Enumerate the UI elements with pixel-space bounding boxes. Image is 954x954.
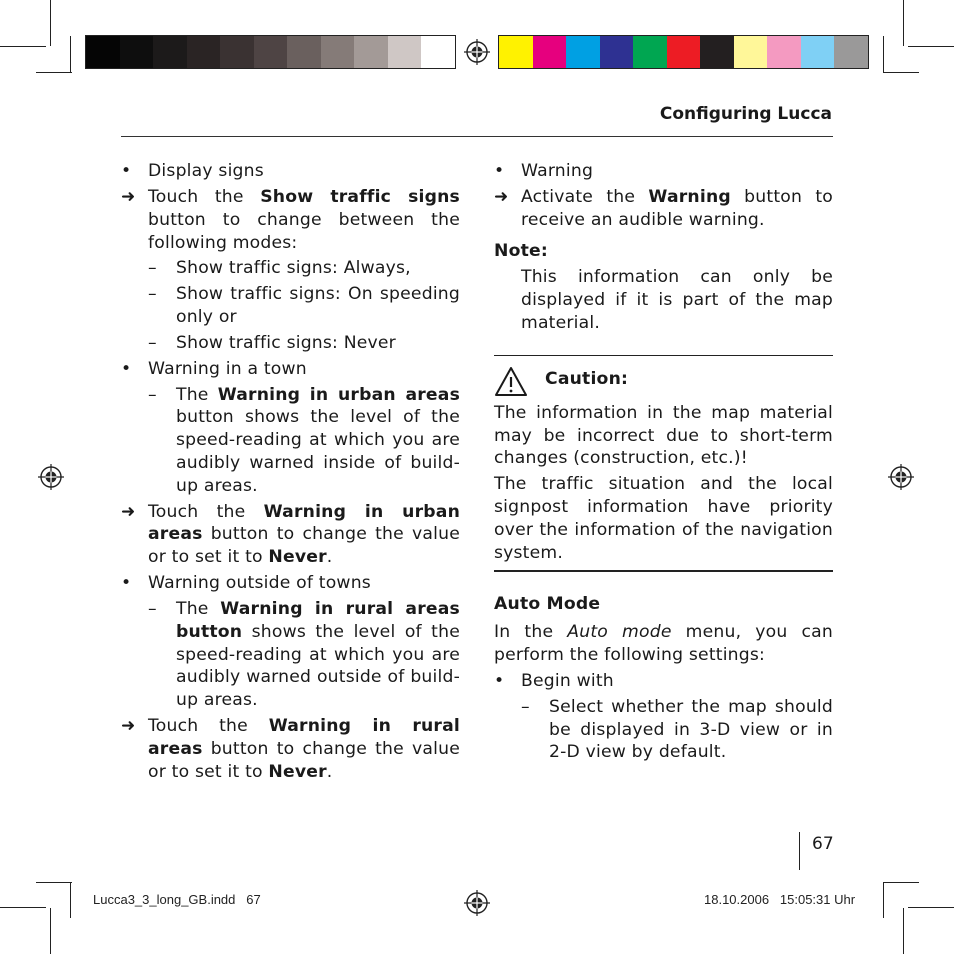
crop-mark xyxy=(36,72,72,73)
page-number-rule xyxy=(799,832,800,870)
dash-item: – Show traffic signs: Never xyxy=(148,332,396,353)
page-number: 67 xyxy=(812,834,834,854)
gray-swatch xyxy=(354,36,388,68)
color-swatch xyxy=(633,36,667,68)
dash-item: – Show traffic signs: On speeding only or xyxy=(148,284,460,327)
crop-mark xyxy=(50,908,51,954)
note-heading: Note: xyxy=(494,240,548,261)
header-rule xyxy=(121,136,833,137)
crop-mark xyxy=(903,908,904,954)
dash-item: – The Warning in urban areas button shows the level of the speed-reading at which you are audibly warned inside of build-up areas. xyxy=(148,384,460,496)
gray-swatch xyxy=(287,36,321,68)
registration-mark-icon xyxy=(464,890,490,916)
color-swatch xyxy=(801,36,835,68)
bullet-icon xyxy=(494,160,504,183)
gray-swatch xyxy=(321,36,355,68)
caution-bottom-rule xyxy=(494,570,833,572)
slug-date-info: 18.10.2006 15:05:31 Uhr xyxy=(704,892,856,907)
arrow-right-icon: ➜ xyxy=(121,715,136,736)
gray-swatch xyxy=(254,36,288,68)
crop-mark xyxy=(883,36,884,72)
section-heading: Auto Mode xyxy=(494,594,601,615)
bullet-text: Warning in a town xyxy=(148,358,307,379)
warning-triangle-icon xyxy=(494,366,528,397)
gray-swatch xyxy=(388,36,422,68)
bullet-item xyxy=(121,572,460,598)
color-swatch xyxy=(566,36,600,68)
left-column xyxy=(121,160,460,783)
caution-paragraph: The traffic situation and the local signpost information have priority over the information of the navigation system. xyxy=(494,474,833,563)
section-intro: In the Auto mode menu, you can perform the following settings: xyxy=(494,622,834,665)
bullet-text: Begin with xyxy=(521,670,614,691)
bullet-text: Warning outside of towns xyxy=(148,572,371,593)
action-item: ➜ Touch the Warning in rural areas button to change the value or to set it to Never. xyxy=(121,715,460,782)
dash-item: – Select whether the map should be displayed in 3-D view or in 2-D view by default. xyxy=(521,696,833,763)
crop-mark xyxy=(883,882,884,918)
caution-heading: Caution: xyxy=(545,368,629,389)
action-item: ➜ Touch the Show traffic signs button to change between the following modes: xyxy=(121,187,460,253)
gray-swatch xyxy=(153,36,187,68)
arrow-right-icon: ➜ xyxy=(121,187,136,207)
gray-swatch xyxy=(220,36,254,68)
gray-swatch xyxy=(187,36,221,68)
page-header-title: Configuring Lucca xyxy=(659,104,832,124)
color-swatch xyxy=(734,36,768,68)
arrow-right-icon: ➜ xyxy=(121,501,136,522)
bullet-icon xyxy=(494,670,504,693)
action-item: ➜ Touch the Warning in urban areas button to change the value or to set it to Never. xyxy=(121,501,461,568)
bullet-text: Display signs xyxy=(148,161,264,181)
caution-paragraph: The information in the map material may be incorrect due to short-term changes (construction, etc.)! xyxy=(494,402,833,469)
crop-mark xyxy=(50,0,51,46)
color-swatch xyxy=(767,36,801,68)
right-column xyxy=(494,160,833,764)
color-swatch xyxy=(667,36,701,68)
crop-mark xyxy=(70,36,71,72)
bullet-icon xyxy=(121,358,131,381)
bullet-item xyxy=(494,670,833,696)
bullet-item xyxy=(121,358,460,384)
crop-mark xyxy=(908,907,954,908)
crop-mark xyxy=(883,882,919,883)
color-swatch xyxy=(700,36,734,68)
gray-swatch xyxy=(421,36,455,68)
crop-mark xyxy=(0,907,46,908)
arrow-right-icon: ➜ xyxy=(494,187,509,207)
crop-mark xyxy=(883,72,919,73)
dash-item: – The Warning in rural areas button shows the level of the speed-reading at which you are audibly warned outside of build-up areas. xyxy=(148,598,460,711)
gray-swatch xyxy=(120,36,154,68)
dash-item: – Show traffic signs: Always, xyxy=(148,258,411,279)
action-item: ➜ Activate the Warning button to receive an audible warning. xyxy=(494,187,834,230)
registration-mark-icon xyxy=(38,464,64,490)
bullet-icon xyxy=(121,572,131,595)
crop-mark xyxy=(908,46,954,47)
color-swatch xyxy=(499,36,533,68)
color-swatch xyxy=(834,36,868,68)
crop-mark xyxy=(70,882,71,918)
bullet-icon xyxy=(121,160,131,183)
crop-mark xyxy=(0,46,46,47)
crop-mark xyxy=(36,882,72,883)
slug-file-info: Lucca3_3_long_GB.indd 67 xyxy=(93,892,261,907)
color-swatch xyxy=(533,36,567,68)
gray-swatch xyxy=(86,36,120,68)
note-text: This information can only be displayed if it is part of the map material. xyxy=(521,267,833,333)
color-swatch xyxy=(600,36,634,68)
crop-mark xyxy=(903,0,904,46)
caution-heading-row xyxy=(494,356,833,402)
bullet-text: Warning xyxy=(521,161,594,181)
registration-mark-icon xyxy=(464,39,490,65)
bullet-item xyxy=(494,160,833,186)
registration-mark-icon xyxy=(888,464,914,490)
bullet-item xyxy=(121,160,460,186)
